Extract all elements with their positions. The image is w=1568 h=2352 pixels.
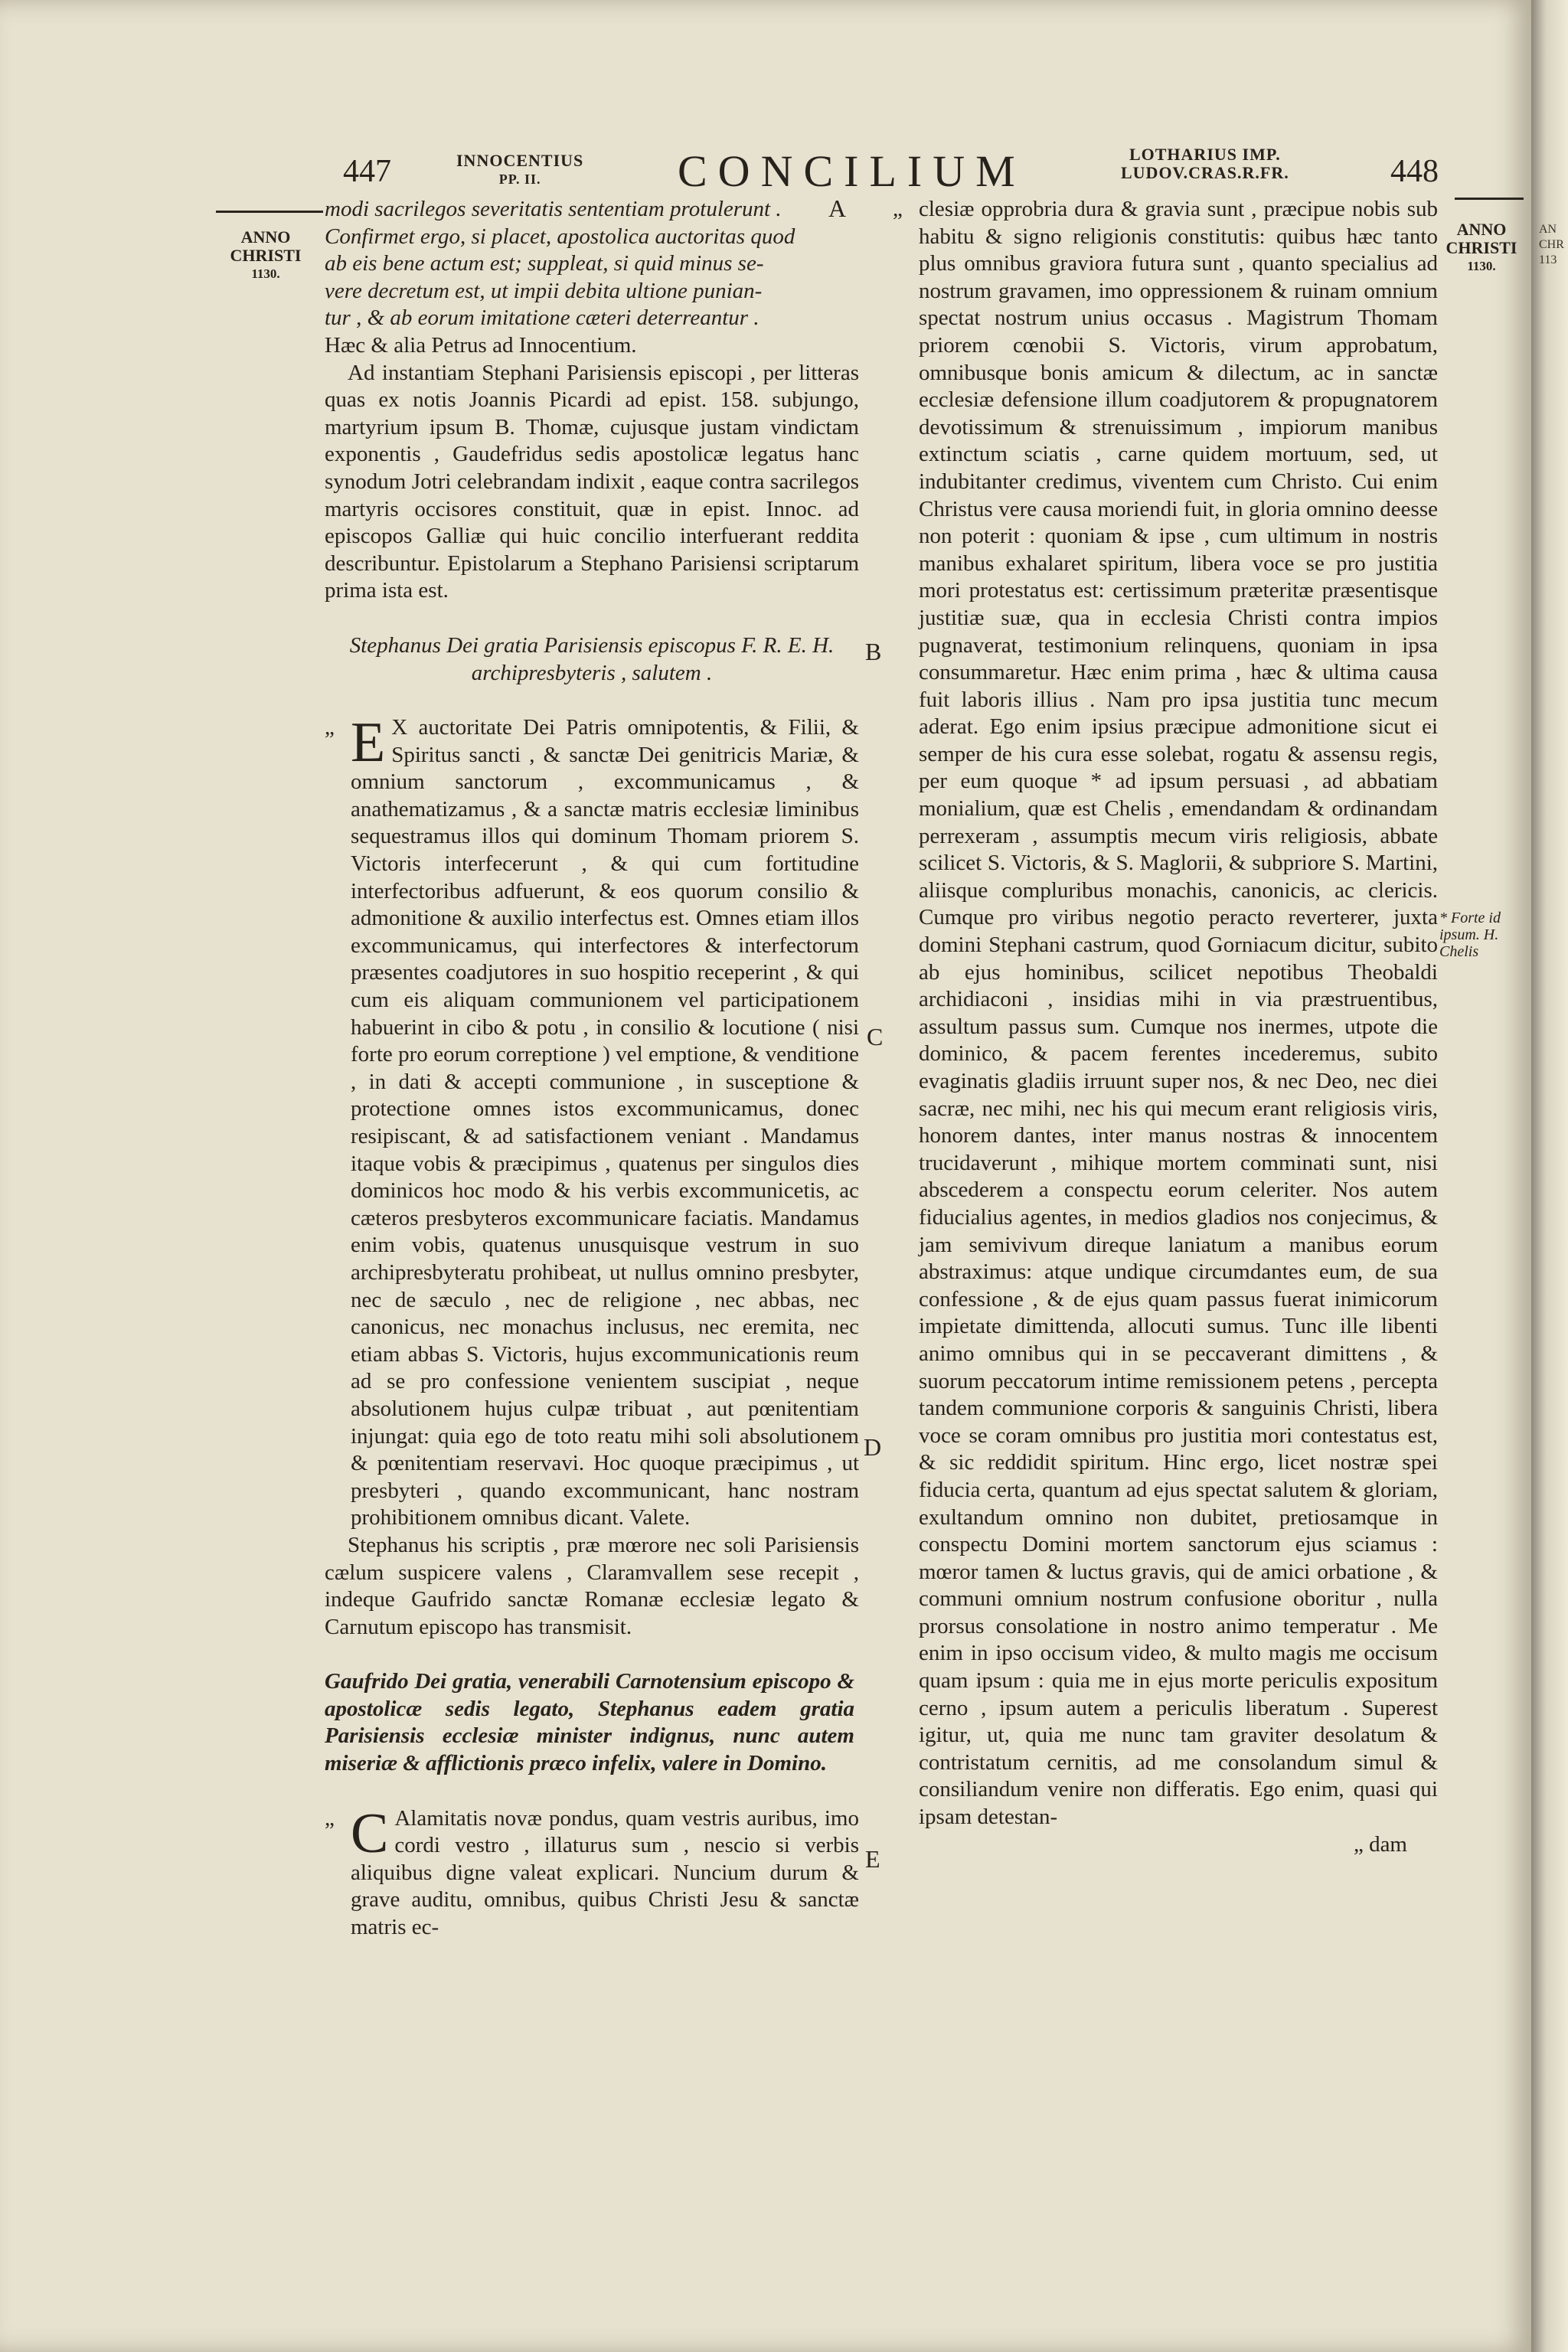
right-margin-year: ANNO CHRISTI 1130. bbox=[1446, 220, 1517, 273]
left-p3: Ad instantiam Stephani Parisiensis episcopi , per litteras quas ex notis Joannis Picardi ad epist. 158. subjungo, martyrium ipsum B. Thomæ, cujusque justam vindictam exponentis , Gaudefridus sedis apostolicæ legatus hanc synodum Jotri celebrandam indixit , eaque contra sacrilegos martyris occisores constituit, quæ in epist. Innoc. ad episcopos Galliæ qui huic concilio interfuerant reddita describuntur. Epistolarum a Stephano Parisiensi scriptarum prima ista est. bbox=[325, 360, 859, 603]
right-running-head: LOTHARIUS IMP. LUDOV.CRAS.R.FR. bbox=[1121, 145, 1289, 182]
right-margin-note: * Forte id ipsum. H. Chelis bbox=[1439, 910, 1501, 960]
left-p2: Hæc & alia Petrus ad Innocentium. bbox=[325, 332, 637, 358]
letter2-initial: „ C bbox=[351, 1802, 389, 1865]
left-margin-year: ANNO CHRISTI 1130. bbox=[230, 227, 302, 281]
catchword: „ dam bbox=[1353, 1831, 1407, 1857]
left-p1-line: ab eis bene actum est; suppleat, si quid minus se- bbox=[325, 251, 764, 276]
left-p1-line: modi sacrilegos severitatis sententiam protulerunt . bbox=[325, 197, 782, 221]
letter2-body: „ C Alamitatis novæ pondus, quam vestris auribus, imo cordi vestro , illaturus sum , nescio si verbis aliquibus digne valeat explicari. Nuncium durum & grave auditu, omnibus, quibus Christi Jesu & sanctæ matris ec- bbox=[325, 1805, 859, 1942]
section-letter-d: D bbox=[864, 1433, 882, 1461]
left-p1-line: tur , & ab eorum imitatione cæteri deterreantur . bbox=[325, 305, 760, 331]
right-body: clesiæ opprobria dura & gravia sunt , præcipue nobis sub habitu & signo religionis constitutis: quibus hæc tanto plus omnibus graviora futura sunt , quanto specialius ad nostrum gravamen, imo oppressionem & ruinam omnium spectat nostrum unius occasus . Magistrum Thomam priorem cœnobii S. Victoris, virum approbatum, omnibusque bonis amicum & dilectum, ac in sanctæ ecclesiæ defensione illum coadjutorem & propugnatorem devotissimum & strenuissimum , impiorum manibus extinctum sciatis , carne quidem mortuum, sed, ut indubitanter credimus, viventem cum Christo. Cui enim Christus vere causa moriendi fuit, in gloria omnino deesse non poterit : quoniam & ipse , cum ultimum in nostris manibus exhalaret spiritum, libera voce se pro justitia mori protestatus est: certissimum præteritæ præsentisque justitiæ suæ, qua in ecclesia Christi contra impios pugnaverat, testimonium relinquens, quoniam in ipsa consummaretur. Hæc enim prima , hæc & ultima causa fuit laboris illius . Nam pro ipsa justitia tunc mecum aderat. Ego enim ipsius præcipue admonitione sicut ei semper de his cura esse solebat, rogatu & assensu regis, per eum quoque * ad ipsum persuasi , ad abbatiam monialium, quæ est Chelis , emendandam & ordinandam perrexeram , assumptis mecum viris religiosis, abbate scilicet S. Victoris, & S. Maglorii, & subpriore S. Martini, aliisque compluribus monachis, canonicis, ac clericis. Cumque pro viribus negotio peracto reverterer, juxta domini Stephani castrum, quod Gorniacum dicitur, subito ab ejus hominibus, scilicet nepotibus Theobaldi archidiaconi , insidias mihi in via præstruentibus, assultum passus sum. Cumque nos inermes, utpote die dominico, & pacem ferentes incederemus, subito evaginatis gladiis irruunt super nos, & nec Deo, nec diei sacræ, nec mihi, nec his qui mecum erant religiosis viris, honorem dantes, inter manus nostras & innocentem trucidaverunt , mihique mortem comminati sunt, nisi abscederem a conspectu eorum celeriter. Nos autem fiducialius agentes, in medios gladios nos conjecimus, & jam semivivum direque laniatum a manibus eorum abstraximus: atque undique circumdantes eum, de sua confessione , & de ejus quam passus fuerat inimicorum impietate dimittenda, allocuti sumus. Tunc ille libenti animo omnibus qui in se peccaverant dimittens , & suorum peccatorum intime remissionem petens , percepta tandem communione corporis & sanguinis Christi, libera voce se coram omnibus pro justitia mori contestatus est, & sic reddidit spiritum. Hinc ergo, licet nostræ spei fiducia certa, quantum ad ejus spectat salutem & gloriam, exultandum omnino non dubitet, pretiosamque in conspectu Domini mortem sanctorum ejus sciamus : mœror tamen & luctus gravis, qui de amici orbatione , & communi omnium nostrum confusione oboritur , nulla prorsus consolatione in nostro animo temperatur . Me enim in ipso occisum video, & multo magis me occisum quam ipsum : quia me in ejus morte periculis expositum cerno , ipsum autem a periculis liberatum . Superest igitur, ut, quia me nunc tam graviter desolatum & contristatum cernitis, ad me consolandum simul & consiliandum venire non differatis. Ego enim, quasi qui ipsam detestan- bbox=[919, 197, 1438, 1830]
section-letter-c: C bbox=[867, 1023, 884, 1050]
right-rule bbox=[1455, 198, 1524, 200]
section-letter-b: B bbox=[865, 638, 882, 665]
section-letter-a: A bbox=[828, 194, 847, 222]
letter1-heading: Stephanus Dei gratia Parisiensis episcopus F. R. E. H. archipresbyteris , salutem . bbox=[349, 632, 835, 685]
facing-page-edge bbox=[1531, 0, 1568, 2352]
left-column bbox=[325, 196, 859, 1942]
left-page-number: 447 bbox=[343, 154, 391, 189]
letter2-heading: Gaufrido Dei gratia, venerabili Carnotensium episcopo & apostolicæ sedis legato, Stephanus eadem gratia Parisiensis ecclesiæ minister indignus, nunc autem miseriæ & afflictionis præco infelix, valere in Domino. bbox=[325, 1669, 854, 1776]
left-p1-line: vere decretum est, ut impii debita ultione punian- bbox=[325, 278, 763, 303]
page-title: CONCILIUM bbox=[678, 146, 1026, 196]
right-column bbox=[893, 196, 1438, 1858]
left-rule bbox=[216, 211, 323, 213]
left-running-head: INNOCENTIUS PP. II. bbox=[456, 151, 584, 187]
edge-year-note: AN CHR 113 bbox=[1539, 223, 1564, 266]
section-letter-e: E bbox=[865, 1845, 880, 1873]
letter1-initial: „ E bbox=[351, 711, 386, 775]
letter1-body: „ E X auctoritate Dei Patris omnipotentis, & Filii, & Spiritus sancti , & sanctæ Dei genitricis Mariæ, & omnium sanctorum , excommunicamus , & anathematizamus , & a sanctæ matris ecclesiæ liminibus sequestramus illos qui dominum Thomam priorem S. Victoris interfecerunt , & qui cum fortitudine interfectoribus adfuerunt, & eos quorum consilio & admonitione & auxilio interfectus est. Omnes etiam illos excommunicamus, qui interfectores & interfectorum præsentes coadjutores in suo hospitio receperint , & qui cum eis aliquam communionem vel participationem habuerint in cibo & potu , in consilio & locutione ( nisi forte pro eorum correptione ) vel emptione, & venditione , in dati & accepti communione , in susceptione & protectione omnes istos excommunicamus, donec resipiscant, & ad satisfactionem veniant . Mandamus itaque vobis & præcipimus , quatenus per singulos dies dominicos hoc modo & his verbis excommunicetis, ac cæteros presbyteros excommunicare faciatis. Mandamus enim vobis, quatenus unusquisque vestrum in suo archipresbyteratu prohibeat, ut nullus omnino presbyter, nec de sæculo , nec de religione , nec abbas, nec canonicus, nec monachus inclusus, nec eremita, nec etiam abbas S. Victoris, hujus excommunicationis reum ad se pro confessione venientem suscipiat , neque absolutionem hujus culpæ tribuat , aut pœnitentiam injungat: quia ego de toto reatu mihi soli absolutionem & pœnitentiam reservavi. Hoc quoque præcipimus , ut presbyteri , quando excommunicant, hanc nostram prohibitionem omnibus dicant. Valete. bbox=[325, 714, 859, 1532]
left-p1-line: Confirmet ergo, si placet, apostolica auctoritas quod bbox=[325, 224, 795, 249]
left-p4: Stephanus his scriptis , præ mœrore nec soli Parisiensis cælum suspicere valens , Claramvallem sese recepit , indeque Gaufrido sanctæ Romanæ ecclesiæ legato & Carnutum episcopo has transmisit. bbox=[325, 1532, 859, 1639]
right-page-number: 448 bbox=[1390, 154, 1439, 189]
